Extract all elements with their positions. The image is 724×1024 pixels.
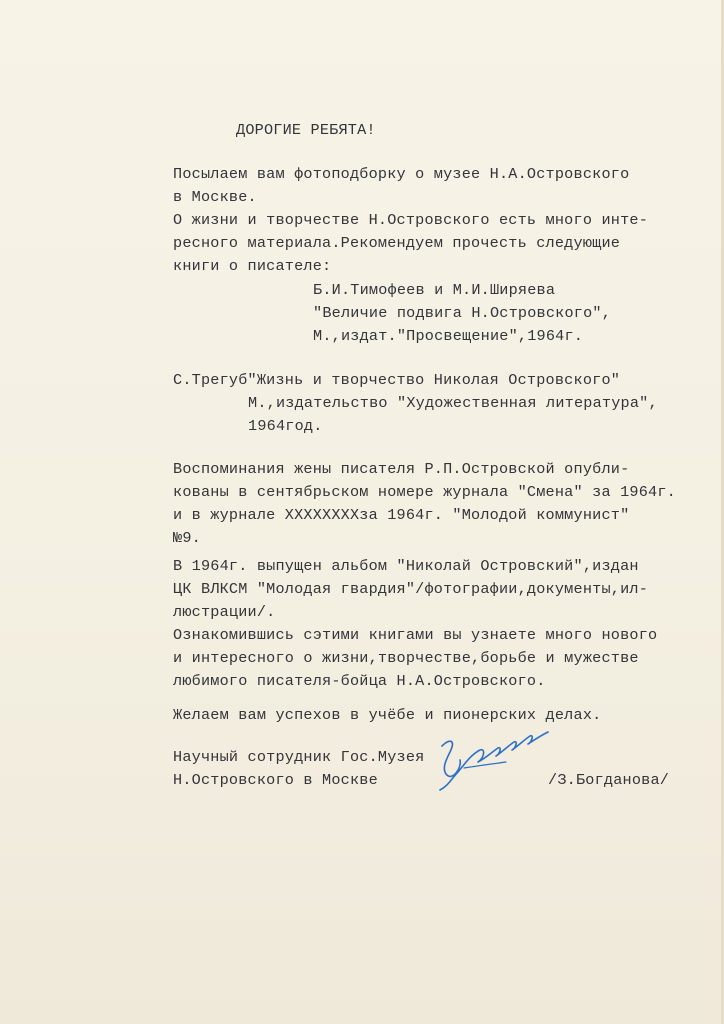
paragraph-line: №9.	[173, 529, 201, 547]
handwritten-signature	[436, 728, 556, 798]
book-reference-line: М.,издат."Просвещение",1964г.	[313, 327, 584, 345]
paragraph-line: В 1964г. выпущен альбом "Николай Островский",издан	[173, 557, 639, 575]
paragraph-line: и в журнале ХХХХХХХХза 1964г. "Молодой коммунист"	[173, 506, 630, 524]
paragraph-line: Ознакомившись сэтими книгами вы узнаете много нового	[173, 626, 658, 644]
book-reference-line: Б.И.Тимофеев и М.И.Ширяева	[313, 281, 556, 299]
signatory-name: /З.Богданова/	[548, 771, 670, 789]
closing-wish: Желаем вам успехов в учёбе и пионерских делах.	[173, 706, 602, 724]
paragraph-line: ресного материала.Рекомендуем прочесть следующие	[173, 234, 621, 252]
signer-title-line: Научный сотрудник Гос.Музея	[173, 748, 425, 766]
paragraph-line: книги о писателе:	[173, 257, 332, 275]
signer-title-line: Н.Островского в Москве	[173, 771, 378, 789]
book-reference-line: "Величие подвига Н.Островского",	[313, 304, 612, 322]
paragraph-line: любимого писателя-бойца Н.А.Островского.	[173, 672, 546, 690]
paragraph-line: люстрации/.	[173, 603, 276, 621]
paragraph-line: О жизни и творчестве Н.Островского есть много инте-	[173, 211, 649, 229]
paragraph-line: кованы в сентябрьском номере журнала "Смена" за 1964г.	[173, 483, 676, 501]
paragraph-line: Посылаем вам фотоподборку о музее Н.А.Островского	[173, 165, 630, 183]
paragraph-line: и интересного о жизни,творчестве,борьбе и мужестве	[173, 649, 639, 667]
paragraph-line: ЦК ВЛКСМ "Молодая гвардия"/фотографии,документы,ил-	[173, 580, 649, 598]
book-reference-line: С.Трегуб"Жизнь и творчество Николая Островского"	[173, 371, 621, 389]
paragraph-line: Воспоминания жены писателя Р.П.Островской опубли-	[173, 460, 630, 478]
letter-heading: ДОРОГИЕ РЕБЯТА!	[236, 121, 376, 139]
book-reference-line: 1964год.	[248, 417, 323, 435]
paragraph-line: в Москве.	[173, 188, 257, 206]
book-reference-line: М.,издательство "Художественная литература",	[248, 394, 658, 412]
